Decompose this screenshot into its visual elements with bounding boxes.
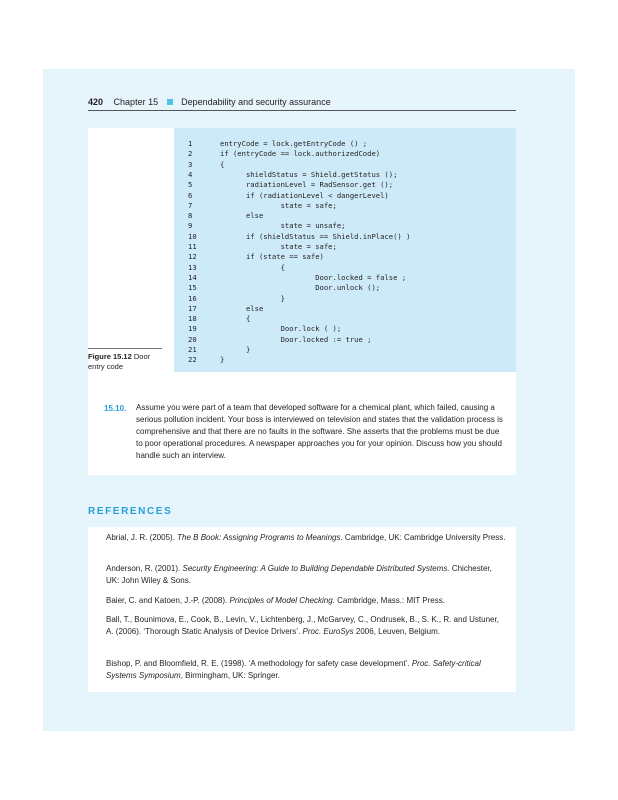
code-line: 19 Door.lock ( ); [188,324,342,334]
code-line: 5 radiationLevel = RadSensor.get (); [188,180,394,190]
running-header [88,96,516,110]
references-heading: REFERENCES [88,506,173,517]
code-line: 13 { [188,262,285,272]
code-line: 14 Door.locked = false ; [188,272,407,282]
header-square-icon [167,99,173,105]
code-line: 22 } [188,355,225,365]
code-line: 21 } [188,345,251,354]
code-line: 20 Door.locked := true ; [188,334,372,344]
code-line: 4 shieldStatus = Shield.getStatus (); [188,169,398,179]
code-line: 11 state = safe; [188,242,337,251]
header-divider [88,110,516,111]
code-line: 6 if (radiationLevel < dangerLevel) [188,190,389,200]
reference-item: Baier, C. and Katoen, J.-P. (2008). Principles of Model Checking. Cambridge, Mass.: MIT Press. [106,596,445,605]
chapter-label: Chapter 15 [113,97,159,107]
code-line: 10 if (shieldStatus == Shield.inPlace() ) [188,231,411,241]
reference-item: Bishop, P. and Bloomfield, R. E. (1998). ‘A methodology for safety case development’. Proc. Safety-critical Systems Symposium, Birmingham, UK: Springer. [106,659,481,681]
reference-item: Anderson, R. (2001). Security Engineering: A Guide to Building Dependable Distributed Systems. Chichester, UK: John Wiley & Sons. [106,564,492,586]
code-line: 2 if (entryCode == lock.authorizedCode) [188,149,381,159]
code-line: 16 } [188,293,285,303]
code-line: 12 if (state == safe) [188,252,324,262]
code-line: 8 else [188,211,264,221]
figure-caption-rule [88,348,162,349]
exercise-number: 15.10. [104,404,127,413]
figure-label: Figure 15.12 [88,352,132,361]
code-line: 9 state = unsafe; [188,221,346,231]
figure-margin [88,128,174,372]
figure-caption-text: Door entry code [88,352,151,371]
code-line: 15 Door.unlock (); [188,283,381,293]
figure-caption [88,352,168,372]
code-line: 1 entryCode = lock.getEntryCode () ; [188,139,368,148]
code-line: 7 state = safe; [188,200,337,210]
code-line: 18 { [188,314,251,324]
code-line: 3 { [188,159,225,169]
section-title: Dependability and security assurance [181,97,331,107]
reference-item: Ball, T., Bounimova, E., Cook, B., Levin, V., Lichtenberg, J., McGarvey, C., Ondrusek, B., S. K., R. and Ustuner, A. (2006). ‘Thorough Static Analysis of Device Drivers’. Proc. EuroSys 2006, Leuven, Belgium. [106,615,499,637]
exercise-text: Assume you were part of a team that developed software for a chemical plant, which failed, causing a serious pollution incident. Your boss is interviewed on television and states that the validation process is comprehensive and that there are no faults in the software. She asserts that the problems must be due to poor operational procedures. A newspaper approaches you for your opinion. Discuss how you should handle such an interview. [136,403,503,460]
code-listing [174,128,516,372]
reference-item: Abrial, J. R. (2005). The B Book: Assigning Programs to Meanings. Cambridge, UK: Cambridge University Press. [106,533,506,542]
code-line: 17 else [188,303,264,313]
page-number: 420 [88,97,104,107]
